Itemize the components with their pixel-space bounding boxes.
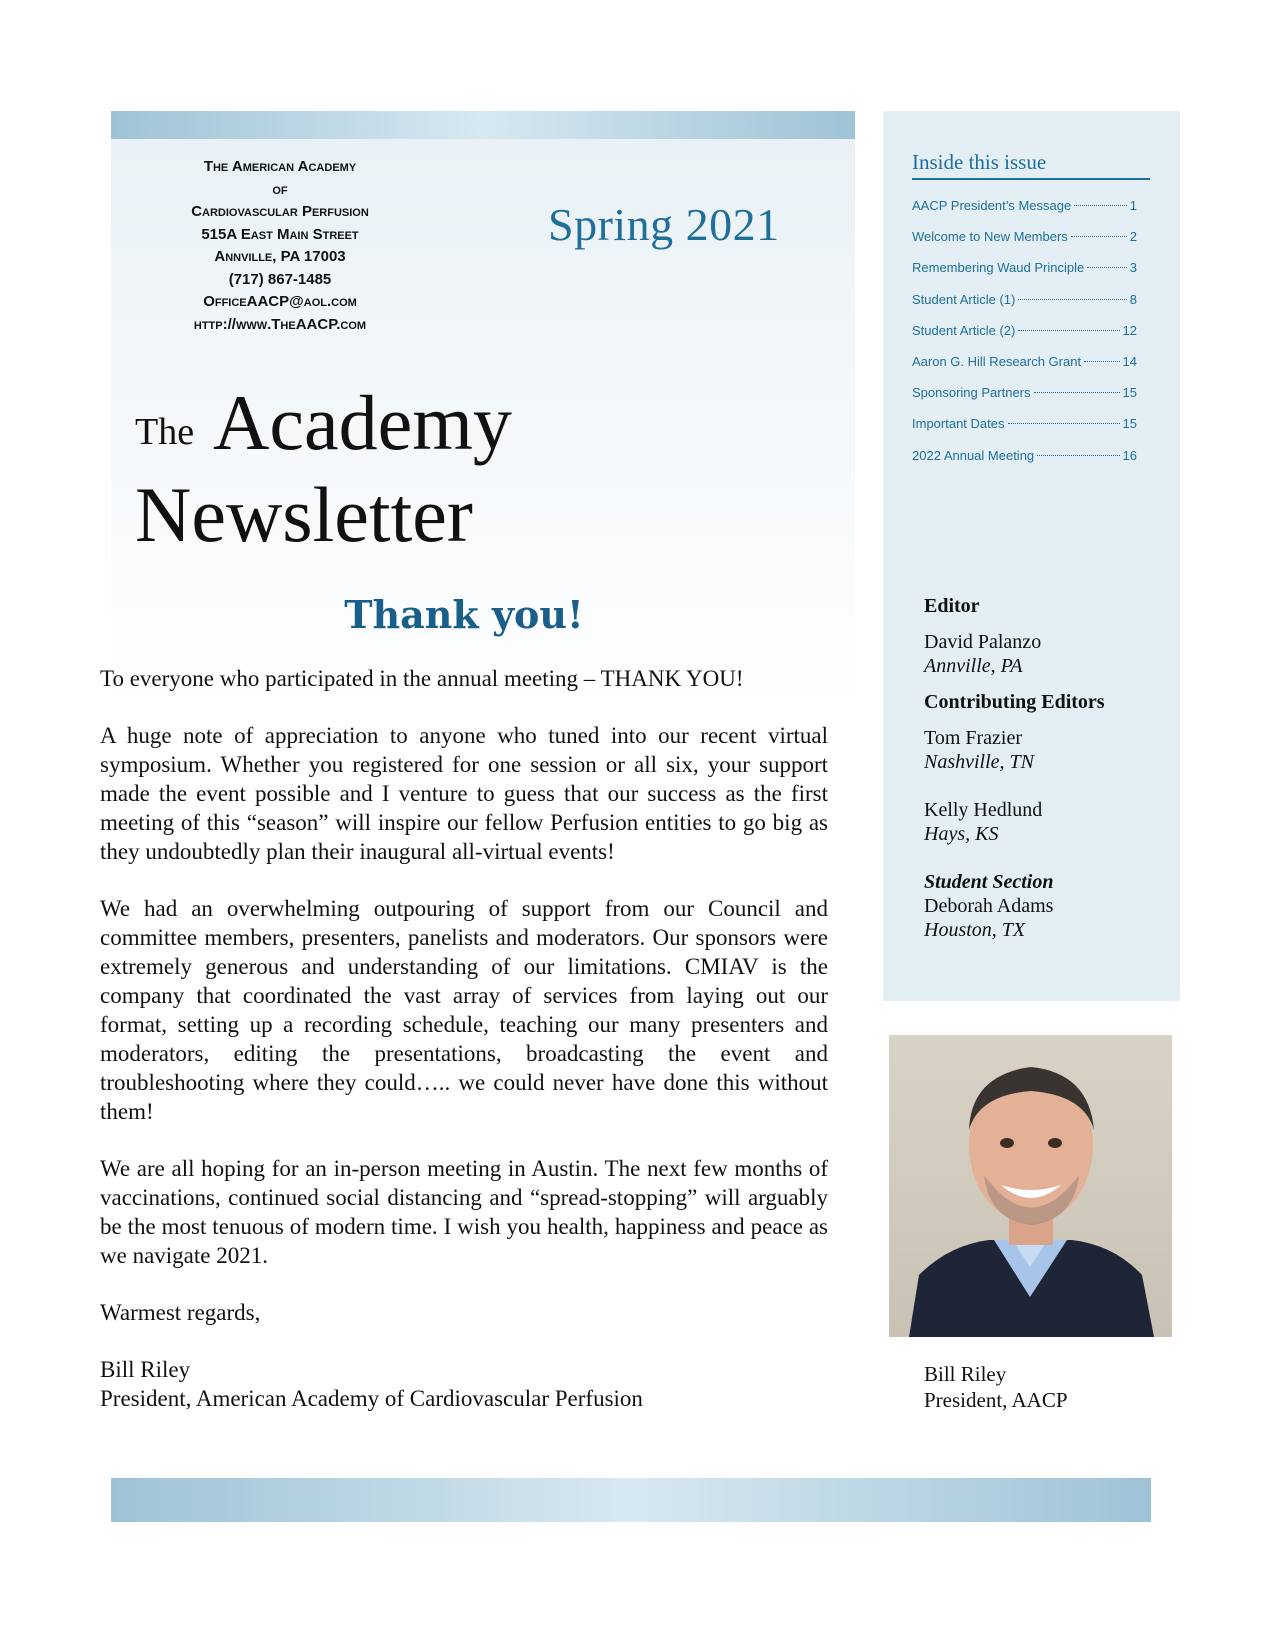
toc-item[interactable] xyxy=(912,198,1137,229)
toc-item[interactable] xyxy=(912,354,1137,385)
toc-page: 14 xyxy=(1122,353,1137,369)
photo-caption xyxy=(924,1361,1068,1413)
newsletter-title-newsletter: Newsletter xyxy=(135,471,473,558)
caption-name: Bill Riley xyxy=(924,1362,1007,1386)
top-decorative-band xyxy=(111,111,855,139)
newsletter-title-academy: Academy xyxy=(213,379,512,466)
toc-label: Student Article (1) xyxy=(912,291,1016,307)
toc-leader xyxy=(1087,267,1127,268)
contributor-location: Nashville, TN xyxy=(924,751,1035,773)
toc-page: 16 xyxy=(1122,447,1137,463)
signature-title: President, American Academy of Cardiovascular Perfusion xyxy=(100,1386,643,1411)
organization-address xyxy=(165,156,395,336)
article-heading: Thank you! xyxy=(344,592,584,637)
toc-label: Student Article (2) xyxy=(912,322,1016,338)
toc-item[interactable] xyxy=(912,229,1137,260)
address-line: (717) 867-1485 xyxy=(228,270,332,288)
article-paragraph: To everyone who participated in the annual meeting – THANK YOU! xyxy=(100,666,744,691)
bottom-decorative-band xyxy=(111,1478,1151,1522)
toc-item[interactable] xyxy=(912,260,1137,291)
contributing-editors-label: Contributing Editors xyxy=(924,691,1105,713)
inside-issue-divider xyxy=(912,178,1150,180)
toc-label: Welcome to New Members xyxy=(912,229,1068,245)
student-editor-location: Houston, TX xyxy=(924,919,1026,941)
toc-label: Important Dates xyxy=(912,416,1005,432)
article-paragraph: A huge note of appreciation to anyone who tuned into our recent virtual symposium. Whether you registered for one session or all six, your support made the event possible and I venture to guess that our success as the first meeting of this “season” will inspire our fellow Perfusion entities to go big as they undoubtedly plan their inaugural all-virtual events! xyxy=(100,723,828,864)
table-of-contents xyxy=(912,198,1137,479)
address-line: of xyxy=(272,180,288,198)
toc-item[interactable] xyxy=(912,292,1137,323)
editor-label: Editor xyxy=(924,595,980,617)
toc-leader xyxy=(1018,330,1119,331)
inside-issue-title: Inside this issue xyxy=(912,150,1047,174)
signature-name: Bill Riley xyxy=(100,1357,191,1382)
toc-page: 15 xyxy=(1122,385,1137,401)
toc-leader xyxy=(1074,205,1127,206)
toc-label: Sponsoring Partners xyxy=(912,385,1031,401)
editor-location: Annville, PA xyxy=(924,655,1023,677)
article-body xyxy=(100,664,828,1413)
toc-label: Remembering Waud Principle xyxy=(912,260,1085,276)
student-section-label: Student Section xyxy=(924,871,1054,893)
toc-label: AACP President’s Message xyxy=(912,198,1072,213)
address-line: The American Academy xyxy=(203,158,357,175)
contributor-name: Tom Frazier xyxy=(924,727,1023,749)
staff-listing xyxy=(924,594,1164,942)
article-paragraph: We are all hoping for an in-person meeting in Austin. The next few months of vaccinations, continued social distancing and “spread-stopping” will arguably be the most tenuous of modern time. I wish you health, happiness and peace as we navigate 2021. xyxy=(100,1156,828,1268)
newsletter-title-the: The xyxy=(135,411,195,453)
toc-page: 2 xyxy=(1129,229,1137,245)
article-closing: Warmest regards, xyxy=(100,1300,261,1325)
issue-date: Spring 2021 xyxy=(548,199,780,250)
toc-item[interactable] xyxy=(912,416,1137,447)
toc-leader xyxy=(1071,236,1127,237)
address-website: http://www.TheAACP.com xyxy=(193,315,367,333)
toc-leader xyxy=(1037,455,1119,456)
address-line: 515A East Main Street xyxy=(201,225,359,243)
address-line: Annville, PA 17003 xyxy=(214,248,346,265)
toc-item[interactable] xyxy=(912,323,1137,354)
caption-title: President, AACP xyxy=(924,1388,1068,1412)
toc-page: 8 xyxy=(1129,291,1137,307)
toc-label: 2022 Annual Meeting xyxy=(912,447,1035,463)
editor-name: David Palanzo xyxy=(924,631,1042,653)
toc-item[interactable] xyxy=(912,385,1137,416)
toc-leader xyxy=(1034,392,1120,393)
toc-label: Aaron G. Hill Research Grant xyxy=(912,353,1082,369)
toc-page: 1 xyxy=(1129,198,1137,213)
portrait-image xyxy=(889,1035,1172,1337)
toc-leader xyxy=(1084,361,1119,362)
president-photo xyxy=(889,1035,1172,1337)
address-email: OfficeAACP@aol.com xyxy=(203,293,357,310)
toc-page: 15 xyxy=(1122,416,1137,432)
toc-leader xyxy=(1008,423,1120,424)
contributor-name: Kelly Hedlund xyxy=(924,799,1043,821)
article-paragraph: We had an overwhelming outpouring of support from our Council and committee members, presenters, panelists and moderators. Our sponsors were extremely generous and understanding of our limitations. CMIAV is the company that coordinated the vast array of services from laying out our format, setting up a recording schedule, teaching our many presenters and moderators, editing the presentations, broadcasting the event and troubleshooting where they could….. we could never have done this without them! xyxy=(100,896,828,1124)
student-editor-name: Deborah Adams xyxy=(924,895,1054,917)
toc-leader xyxy=(1018,299,1126,300)
address-line: Cardiovascular Perfusion xyxy=(191,203,369,220)
toc-item[interactable] xyxy=(912,448,1137,479)
contributor-location: Hays, KS xyxy=(924,823,999,845)
toc-page: 3 xyxy=(1129,260,1137,276)
toc-page: 12 xyxy=(1122,322,1137,338)
